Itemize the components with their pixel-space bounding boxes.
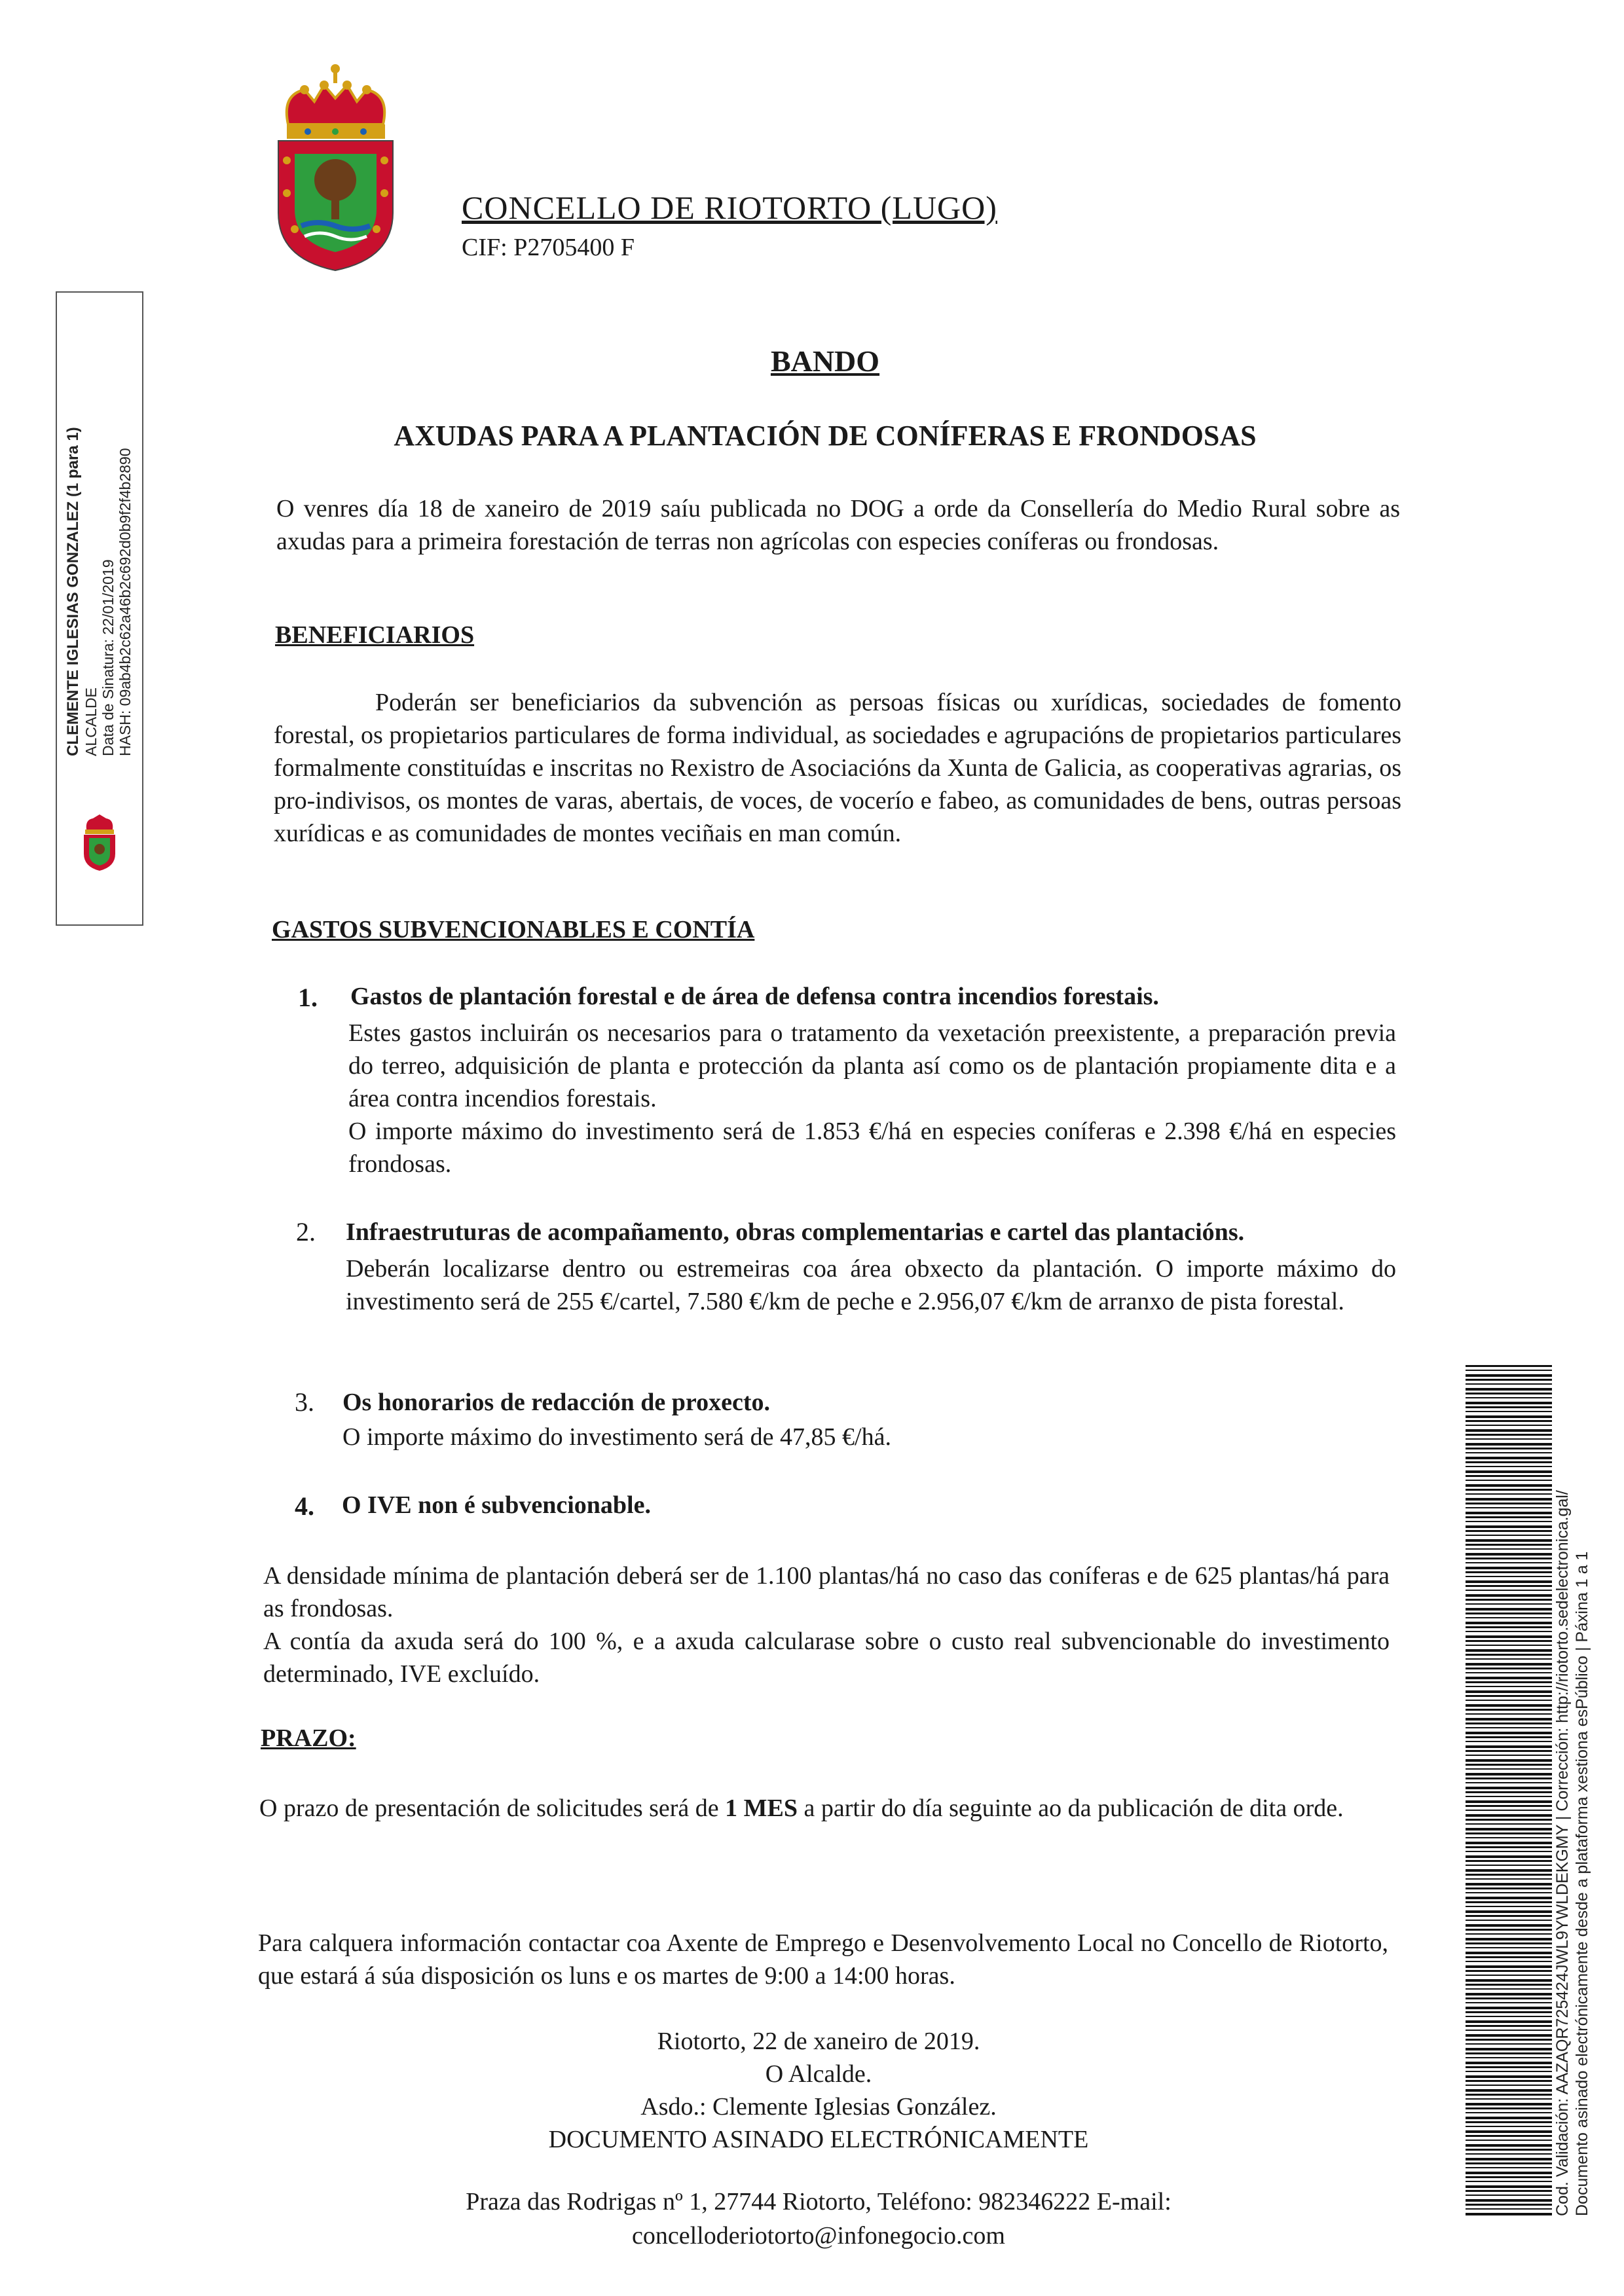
closing-signatory: Asdo.: Clemente Iglesias González.: [640, 2093, 997, 2121]
document-type: BANDO: [770, 344, 880, 378]
validation-platform-note: Documento asinado electrónicamente desde a plataforma xestiona esPúblico | Páxina 1 a 1: [1573, 1551, 1591, 2216]
footer-address: Praza das Rodrigas nº 1, 27744 Riotorto, Teléfono: 982346222 E-mail:: [466, 2188, 1172, 2215]
amount-paragraph: A contía da axuda será do 100 %, e a axuda calcularase sobre o custo real subvencionable do investimento determinado, IVE excluído.: [263, 1628, 1390, 1688]
closing-electronic-note: DOCUMENTO ASINADO ELECTRÓNICAMENTE: [548, 2126, 1089, 2153]
item-number: 4.: [295, 1491, 314, 1521]
document-subject: AXUDAS PARA A PLANTACIÓN DE CONÍFERAS E FRONDOSAS: [394, 420, 1257, 452]
deadline-heading: PRAZO:: [261, 1724, 356, 1752]
item-body: O importe máximo do investimento será de 1.853 €/há en especies coníferas e 2.398 €/há en especies frondosas.: [348, 1118, 1396, 1178]
item-body: Estes gastos incluirán os necesarios para o tratamento da vexetación preexistente, a preparación previa do terreo, adquisición de planta e protección da planta así como os de plantación propiamente dita e a área contra incendios forestais.: [348, 1019, 1396, 1112]
cif-number: CIF: P2705400 F: [462, 234, 635, 261]
closing-role: O Alcalde.: [765, 2060, 872, 2088]
item-body: Deberán localizarse dentro ou estremeiras coa área obxecto da plantación. O importe máximo do investimento será de 255 €/cartel, 7.580 €/km de peche e 2.956,07 €/km de arranxo de pista forestal.: [346, 1255, 1396, 1315]
organization-title: CONCELLO DE RIOTORTO (LUGO): [462, 189, 997, 226]
item-number: 2.: [296, 1217, 316, 1247]
item-number: 3.: [295, 1387, 314, 1417]
stamp-signature-date: Data de Sinatura: 22/01/2019: [100, 559, 117, 756]
closing-place-date: Riotorto, 22 de xaneiro de 2019.: [657, 2028, 980, 2055]
item-title: O IVE non é subvencionable.: [342, 1491, 651, 1519]
item-title: Gastos de plantación forestal e de área de defensa contra incendios forestais.: [350, 983, 1159, 1010]
deadline-text: O prazo de presentación de solicitudes será de: [259, 1795, 726, 1822]
deadline-period: 1 MES: [725, 1795, 798, 1822]
deadline-paragraph: [259, 1792, 1388, 1825]
stamp-hash: HASH: 09ab4b2c62a46b2c692d0b9f2f4b2890: [117, 448, 134, 756]
item-body: O importe máximo do investimento será de 47,85 €/há.: [342, 1423, 891, 1451]
stamp-crest-icon: [80, 813, 119, 872]
crest-icon: [268, 62, 403, 272]
validation-barcode: [1466, 1365, 1552, 2216]
item-title: Infraestruturas de acompañamento, obras complementarias e cartel das plantacións.: [346, 1218, 1245, 1246]
stamp-signer-role: ALCALDE: [83, 687, 100, 756]
item-number: 1.: [298, 983, 318, 1012]
beneficiaries-heading: BENEFICIARIOS: [275, 621, 475, 649]
density-paragraph: A densidade mínima de plantación deberá ser de 1.100 plantas/há no caso das coníferas e de 625 plantas/há para as frondosas.: [263, 1562, 1390, 1622]
beneficiaries-paragraph: Poderán ser beneficiarios da subvención as persoas físicas ou xurídicas, sociedades de fomento forestal, os propietarios particulares de forma individual, as sociedades e agrupacións de propietarios particulares formalmente constituídas e inscritas no Rexistro de Asociacións da Xunta de Galicia, as cooperativas agrarias, os pro-indivisos, os montes de varas, abertais, de voces, de vocerío e fabeo, as comunidades de bens, outras persoas xurídicas e as comunidades de montes veciñais en man común.: [274, 689, 1401, 847]
stamp-signer-name: CLEMENTE IGLESIAS GONZALEZ (1 para 1): [64, 427, 82, 756]
item-title: Os honorarios de redacción de proxecto.: [342, 1389, 770, 1416]
validation-code: Cod. Validación: AAZAQR725424JWL9YWLDEKGMY | Corrección: http://riotorto.sedelectronica.gal/: [1553, 1490, 1572, 2216]
deadline-text-end: a partir do día seguinte ao da publicación de dita orde.: [798, 1795, 1344, 1822]
contact-paragraph: Para calquera información contactar coa Axente de Emprego e Desenvolvemento Local no Concello de Riotorto, que estará á súa disposición os luns e os martes de 9:00 a 14:00 horas.: [258, 1929, 1388, 1990]
intro-paragraph: O venres día 18 de xaneiro de 2019 saíu publicada no DOG a orde da Consellería do Medio Rural sobre as axudas para a primeira forestación de terras non agrícolas con especies coníferas ou frondosas.: [276, 495, 1400, 555]
footer-email: concelloderiotorto@infonegocio.com: [632, 2222, 1005, 2250]
costs-heading: GASTOS SUBVENCIONABLES E CONTÍA: [272, 916, 755, 943]
